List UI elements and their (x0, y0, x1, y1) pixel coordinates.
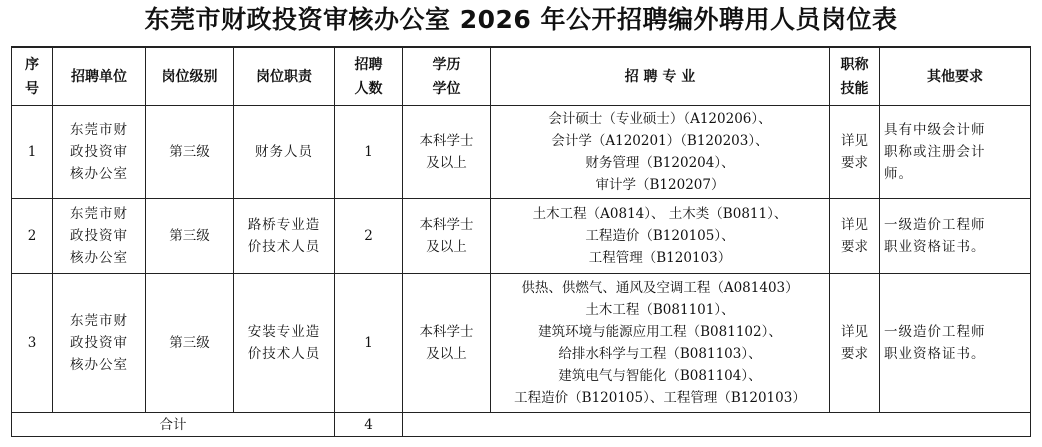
cell-other: 具有中级会计师 职称或注册会计 师。 (880, 106, 1031, 199)
table-row (12, 106, 1031, 199)
cell-count: 1 (335, 274, 403, 413)
header-seq: 序 号 (12, 47, 53, 106)
header-duty: 岗位职责 (234, 47, 335, 106)
cell-unit: 东莞市财 政投资审 核办公室 (53, 199, 146, 274)
cell-duty: 财务人员 (234, 106, 335, 199)
cell-other: 一级造价工程师 职业资格证书。 (880, 199, 1031, 274)
positions-table (11, 46, 1031, 437)
table-row (12, 274, 1031, 413)
header-count: 招聘 人数 (335, 47, 403, 106)
header-other: 其他要求 (880, 47, 1031, 106)
cell-edu: 本科学士 及以上 (403, 106, 491, 199)
cell-edu: 本科学士 及以上 (403, 274, 491, 413)
table-row (12, 199, 1031, 274)
cell-seq: 2 (12, 199, 53, 274)
cell-level: 第三级 (146, 274, 234, 413)
header-edu: 学历 学位 (403, 47, 491, 106)
cell-level: 第三级 (146, 106, 234, 199)
cell-count: 1 (335, 106, 403, 199)
cell-count: 2 (335, 199, 403, 274)
cell-major: 供热、供燃气、通风及空调工程（A081403） 土木工程（B081101）、 建筑环境与能源应用工程（B081102）、 给排水科学与工程（B081103）、 建筑电气与智能化（B081104）、 工程造价（B120105）、工程管理（B120103） (491, 274, 830, 413)
cell-duty: 路桥专业造 价技术人员 (234, 199, 335, 274)
total-label: 合计 (12, 413, 335, 437)
cell-duty: 安装专业造 价技术人员 (234, 274, 335, 413)
page-title: 东莞市财政投资审核办公室 2026 年公开招聘编外聘用人员岗位表 (144, 5, 898, 34)
cell-level: 第三级 (146, 199, 234, 274)
cell-title-req: 详见 要求 (830, 199, 880, 274)
header-major: 招 聘 专 业 (491, 47, 830, 106)
header-unit: 招聘单位 (53, 47, 146, 106)
cell-title-req: 详见 要求 (830, 106, 880, 199)
cell-major: 会计硕士（专业硕士）（A120206）、 会计学（A120201）（B120203）、 财务管理（B120204）、 审计学（B120207） (491, 106, 830, 199)
header-level: 岗位级别 (146, 47, 234, 106)
cell-unit: 东莞市财 政投资审 核办公室 (53, 106, 146, 199)
total-empty (403, 413, 1031, 437)
cell-seq: 1 (12, 106, 53, 199)
header-title-req: 职称 技能 (830, 47, 880, 106)
cell-unit: 东莞市财 政投资审 核办公室 (53, 274, 146, 413)
cell-edu: 本科学士 及以上 (403, 199, 491, 274)
cell-major: 土木工程（A0814）、 土木类（B0811）、 工程造价（B120105）、 工程管理（B120103） (491, 199, 830, 274)
total-row (12, 413, 1031, 437)
cell-seq: 3 (12, 274, 53, 413)
cell-other: 一级造价工程师 职业资格证书。 (880, 274, 1031, 413)
cell-title-req: 详见 要求 (830, 274, 880, 413)
total-count: 4 (335, 413, 403, 437)
header-row (12, 47, 1031, 106)
